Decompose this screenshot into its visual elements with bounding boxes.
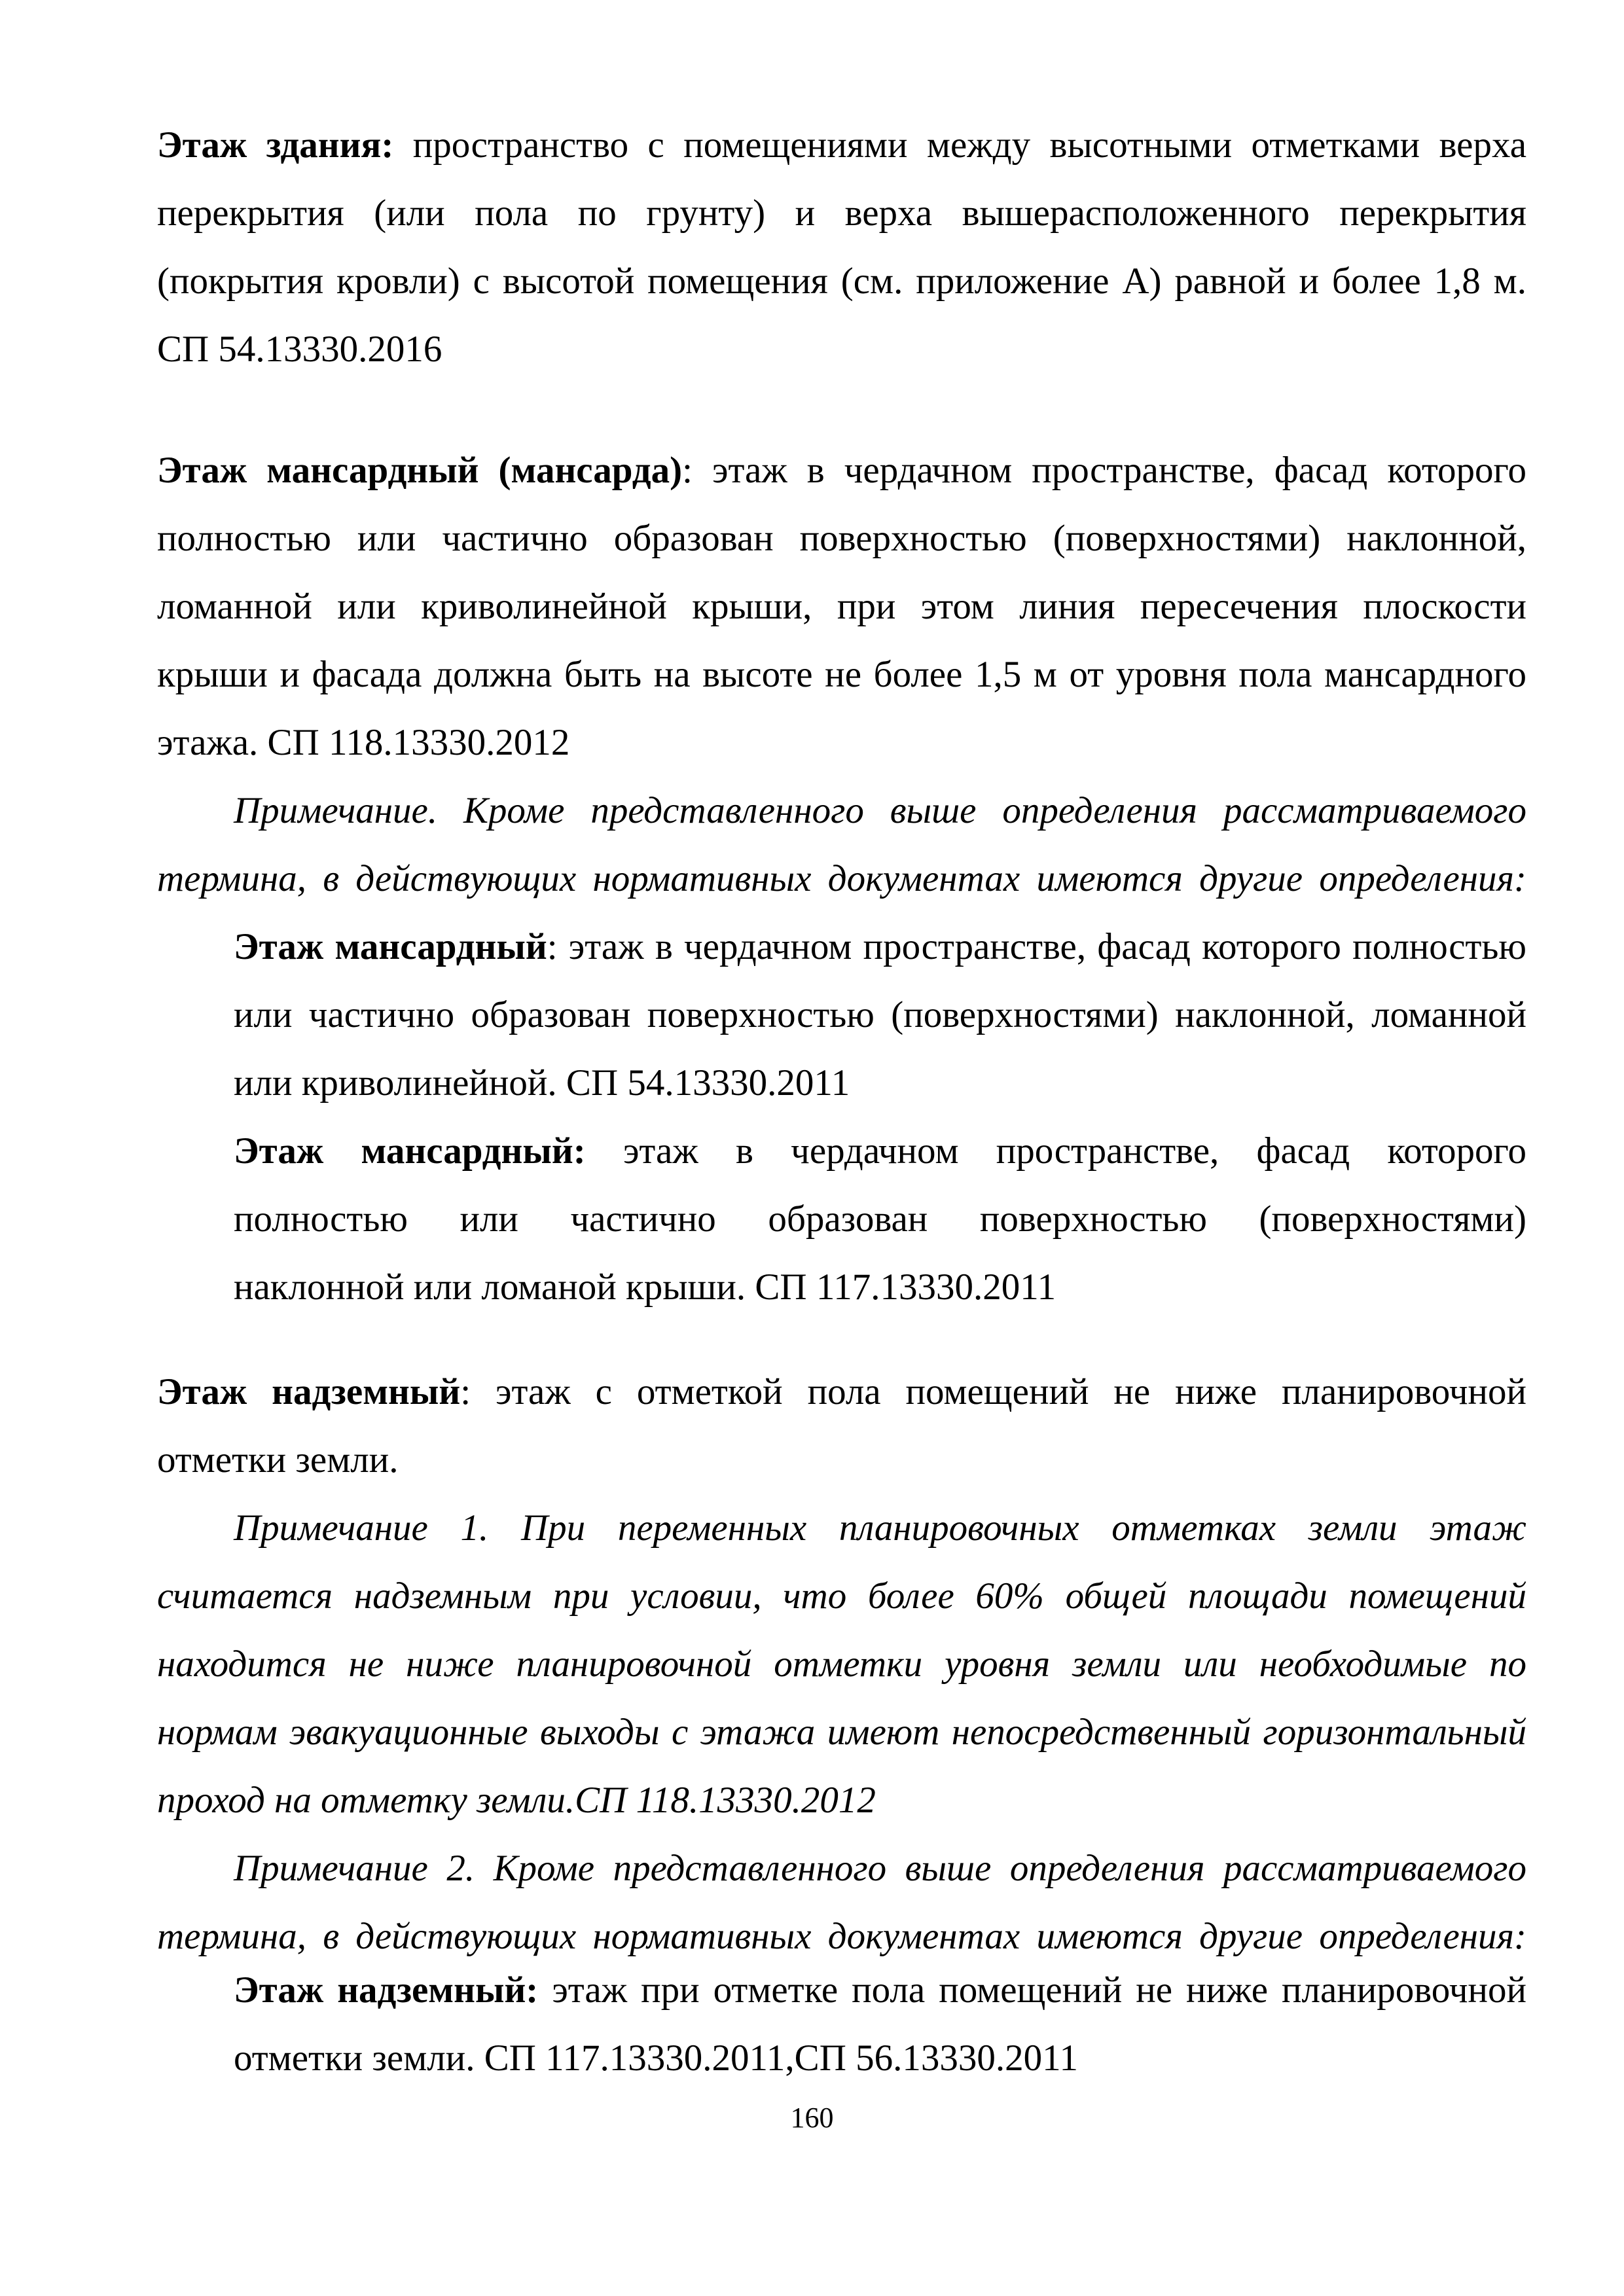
entry-line: полностью или частично образован поверхностью (поверхностями) наклонной, — [157, 518, 1526, 559]
note-line: Примечание 1. При переменных планировочных отметках земли этаж — [234, 1507, 1526, 1549]
term: Этаж здания: — [157, 124, 394, 166]
term: Этаж мансардный: — [234, 1130, 586, 1172]
entry-line: ломанной или криволинейной крыши, при этом линия пересечения плоскости — [157, 586, 1526, 627]
entry-line: Этаж мансардный (мансарда): этаж в чердачном пространстве, фасад которого — [157, 450, 1526, 491]
entry-line: СП 54.13330.2016 — [157, 329, 442, 370]
entry-building-floor — [157, 111, 1526, 384]
entry-line: Этаж надземный: этаж при отметке пола помещений не ниже планировочной — [234, 1969, 1526, 2011]
entry-line: наклонной или ломаной крыши. СП 117.13330.2011 — [234, 1266, 1056, 1308]
entry-line: крыши и фасада должна быть на высоте не более 1,5 м от уровня пола мансардного — [157, 654, 1526, 695]
entry-attic-floor — [157, 437, 1526, 913]
page-number: 160 — [790, 2102, 834, 2134]
entry-line: (покрытия кровли) с высотой помещения (см. приложение А) равной и более 1,8 м. — [157, 260, 1526, 302]
note-line: Примечание. Кроме представленного выше определения рассматриваемого — [234, 790, 1526, 831]
entry-line: Этаж мансардный: этаж в чердачном пространстве, фасад которого — [234, 1130, 1526, 1172]
alt-definition — [234, 913, 1526, 1321]
entry-line: этажа. СП 118.13330.2012 — [157, 722, 570, 763]
note-line: считается надземным при условии, что более 60% общей площади помещений — [157, 1575, 1526, 1617]
alt-definition — [234, 1956, 1526, 2092]
entry-line: или частично образован поверхностью (поверхностями) наклонной, ломанной — [234, 994, 1526, 1035]
note-line: находится не ниже планировочной отметки уровня земли или необходимые по — [157, 1643, 1526, 1685]
entry-above-ground-floor — [157, 1358, 1526, 1971]
note-line: нормам эвакуационные выходы с этажа имеют непосредственный горизонтальный — [157, 1712, 1526, 1753]
note-line: Примечание 2. Кроме представленного выше определения рассматриваемого — [234, 1848, 1526, 1889]
entry-line: отметки земли. СП 117.13330.2011,СП 56.13330.2011 — [234, 2037, 1078, 2079]
entry-line: отметки земли. — [157, 1439, 399, 1480]
entry-line: Этаж надземный: этаж с отметкой пола помещений не ниже планировочной — [157, 1371, 1526, 1412]
note-line: термина, в действующих нормативных документах имеются другие определения: — [157, 1916, 1526, 1957]
note-line: проход на отметку земли.СП 118.13330.2012 — [157, 1780, 876, 1821]
term: Этаж мансардный (мансарда) — [157, 450, 683, 491]
entry-line: Этаж здания: пространство с помещениями между высотными отметками верха — [157, 124, 1526, 166]
term: Этаж надземный — [157, 1371, 461, 1412]
term: Этаж мансардный — [234, 926, 547, 967]
entry-line: перекрытия (или пола по грунту) и верха вышерасположенного перекрытия — [157, 192, 1526, 234]
term: Этаж надземный: — [234, 1969, 539, 2011]
entry-line: или криволинейной. СП 54.13330.2011 — [234, 1062, 850, 1103]
entry-line: полностью или частично образован поверхностью (поверхностями) — [234, 1198, 1526, 1240]
entry-line: Этаж мансардный: этаж в чердачном пространстве, фасад которого полностью — [234, 926, 1526, 967]
note-line: термина, в действующих нормативных документах имеются другие определения: — [157, 858, 1526, 899]
